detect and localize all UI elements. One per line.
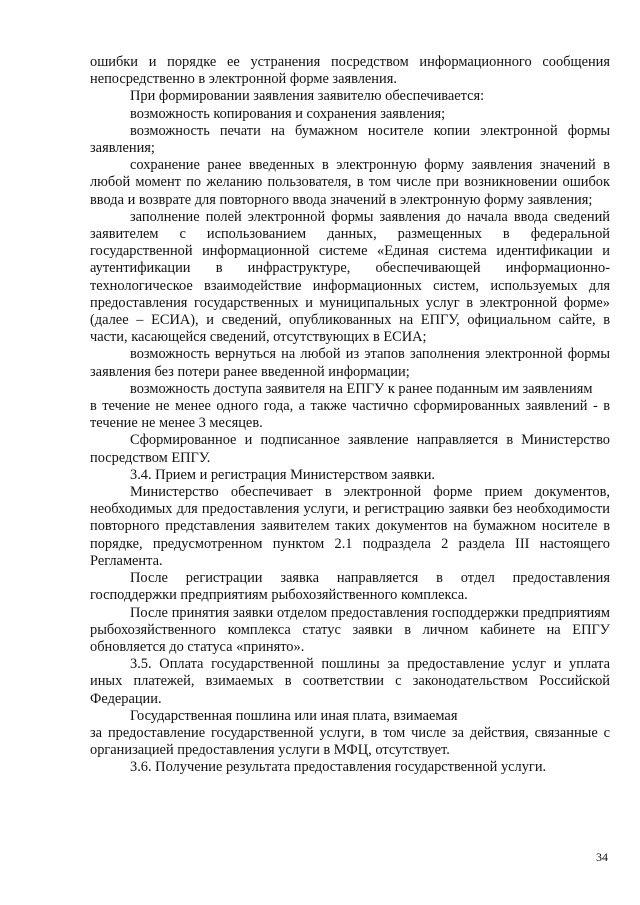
paragraph-2: При формировании заявления заявителю обеспечивается:	[130, 88, 485, 105]
section-heading-3-4: 3.4. Прием и регистрация Министерством заявки.	[130, 466, 436, 483]
paragraph-4: возможность печати на бумажном носителе копии электронной формы заявления;	[90, 122, 610, 157]
section-heading-3-6: 3.6. Получение результата предоставления государственной услуги.	[130, 759, 547, 776]
paragraph-7: возможность вернуться на любой из этапов заполнения электронной формы заявления без потери ранее введенной информации;	[90, 346, 610, 380]
paragraph-8: возможность доступа заявителя на ЕПГУ к ранее поданным им заявлениям	[130, 380, 593, 397]
paragraph-3: возможность копирования и сохранения заявления;	[130, 105, 446, 122]
paragraph-6: заполнение полей электронной формы заявления до начала ввода сведений заявителем с использованием данных, размещенных в федеральной государственной информационной системе «Единая система идентификации и аутентификации в инфраструктуре, обеспечивающей информационно-технологическое взаимодействие информационных систем, используемых для предоставления государственных и муниципальных услуг в электронной форме» (далее – ЕСИА), и сведений, опубликованных на ЕПГУ, официальном сайте, в части, касающейся сведений, отсутствующих в ЕСИА;	[90, 208, 610, 346]
paragraph-1: ошибки и порядке ее устранения посредством информационного сообщения непосредственно в электронной форме заявления.	[90, 54, 610, 88]
paragraph-5: сохранение ранее введенных в электронную форму заявления значений в любой момент по желанию пользователя, в том числе при возникновении ошибок ввода и возврате для повторного ввода значений в электронную форму заявления;	[90, 157, 610, 208]
paragraph-10: Сформированное и подписанное заявление направляется в Министерство посредством ЕПГУ.	[90, 432, 610, 466]
paragraph-13: После регистрации заявка направляется в отдел предоставления господдержки предприятиям рыбохозяйственного комплекса.	[90, 570, 610, 604]
paragraph-16: Государственная пошлина или иная плата, взимаемая	[130, 707, 458, 724]
page-number: 34	[596, 850, 608, 864]
paragraph-12: Министерство обеспечивает в электронной форме прием документов, необходимых для предоставления услуги, и регистрацию заявки без необходимости повторного представления заявителем таких документов на бумажном носителе в порядке, предусмотренном пунктом 2.1 подраздела 2 раздела III настоящего Регламента.	[90, 484, 610, 569]
paragraph-9: в течение не менее одного года, а также частично сформированных заявлений - в течение не менее 3 месяцев.	[90, 398, 610, 432]
paragraph-17: за предоставление государственной услуги, в том числе за действия, связанные с организацией предоставления услуги в МФЦ, отсутствует.	[90, 724, 610, 759]
section-heading-3-5: 3.5. Оплата государственной пошлины за предоставление услуг и уплата иных платежей, взимаемых в соответствии с законодательством Российской Федерации.	[90, 656, 610, 707]
paragraph-14: После принятия заявки отделом предоставления господдержки предприятиям рыбохозяйственного комплекса статус заявки в личном кабинете на ЕПГУ обновляется до статуса «принято».	[90, 604, 610, 655]
document-page	[90, 54, 610, 777]
